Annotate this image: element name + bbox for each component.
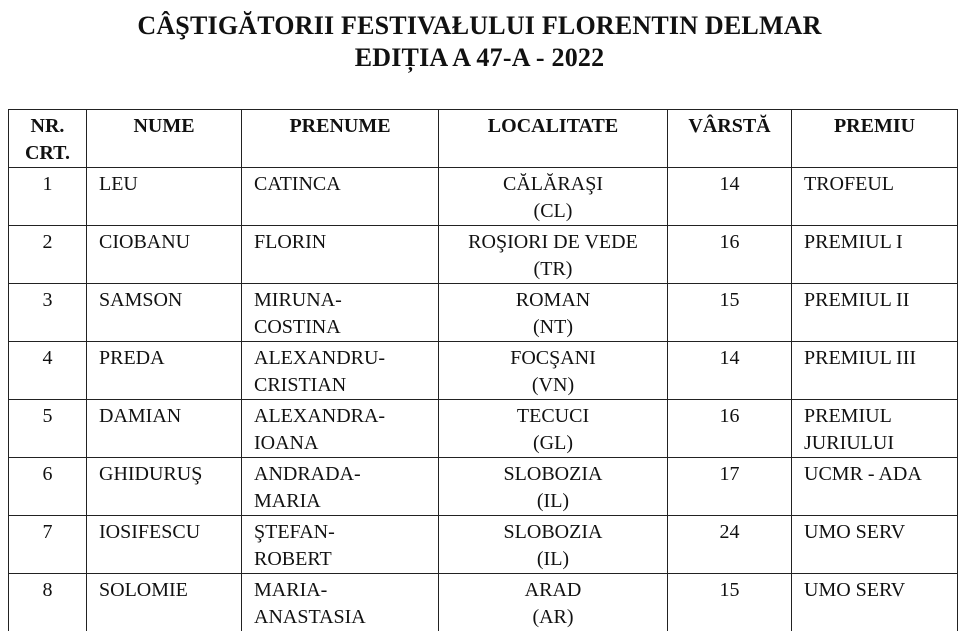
cell-text-nume: DAMIAN (99, 403, 241, 430)
cell-nr (9, 574, 87, 631)
table-row (9, 342, 958, 400)
cell-text-premiu1: PREMIUL (804, 403, 957, 430)
cell-text-prenume1: ALEXANDRA- (254, 403, 438, 430)
cell-nume (87, 342, 242, 400)
cell-premiu (792, 458, 958, 516)
cell-varsta (668, 284, 792, 342)
cell-prenume (242, 516, 439, 574)
cell-text-loc2: (VN) (439, 372, 667, 399)
cell-nr (9, 168, 87, 226)
cell-prenume (242, 342, 439, 400)
cell-prenume (242, 458, 439, 516)
cell-text-prenume2: COSTINA (254, 314, 438, 341)
cell-text-premiu1: UCMR - ADA (804, 461, 957, 488)
cell-text-loc2: (GL) (439, 430, 667, 457)
cell-text-premiu1: PREMIUL II (804, 287, 957, 314)
cell-nr (9, 458, 87, 516)
cell-prenume (242, 284, 439, 342)
cell-text-loc1: ARAD (439, 577, 667, 604)
cell-varsta (668, 574, 792, 631)
cell-text-nr: 8 (9, 577, 86, 604)
cell-nr (9, 342, 87, 400)
cell-nr (9, 284, 87, 342)
cell-text-nume: IOSIFESCU (99, 519, 241, 546)
header-prenume: PRENUME (242, 110, 439, 168)
cell-localitate (439, 168, 668, 226)
cell-text-premiu1: UMO SERV (804, 577, 957, 604)
cell-text-loc1: CĂLĂRAŞI (439, 171, 667, 198)
cell-text-prenume1: CATINCA (254, 171, 438, 198)
cell-text-varsta: 24 (668, 519, 791, 546)
cell-text-loc1: SLOBOZIA (439, 519, 667, 546)
cell-text-nr: 7 (9, 519, 86, 546)
table-row (9, 574, 958, 631)
cell-text-nr: 1 (9, 171, 86, 198)
cell-text-premiu1: TROFEUL (804, 171, 957, 198)
cell-text-varsta: 15 (668, 287, 791, 314)
title-line-2: EDIȚIA A 47-A - 2022 (0, 42, 959, 74)
cell-varsta (668, 516, 792, 574)
cell-prenume (242, 226, 439, 284)
cell-text-prenume2: ANASTASIA (254, 604, 438, 631)
cell-nume (87, 226, 242, 284)
document-title (0, 10, 959, 74)
header-nume: NUME (87, 110, 242, 168)
cell-text-premiu1: UMO SERV (804, 519, 957, 546)
cell-nume (87, 284, 242, 342)
cell-text-prenume1: ŞTEFAN- (254, 519, 438, 546)
cell-nume (87, 458, 242, 516)
table-row (9, 458, 958, 516)
cell-text-prenume1: ALEXANDRU- (254, 345, 438, 372)
header-nr-crt: NR. CRT. (9, 110, 87, 168)
cell-localitate (439, 516, 668, 574)
cell-text-nr: 6 (9, 461, 86, 488)
cell-text-prenume2: IOANA (254, 430, 438, 457)
cell-nume (87, 574, 242, 631)
cell-nr (9, 516, 87, 574)
cell-nume (87, 516, 242, 574)
cell-text-loc1: ROMAN (439, 287, 667, 314)
cell-premiu (792, 400, 958, 458)
cell-text-varsta: 14 (668, 171, 791, 198)
cell-text-loc2: (IL) (439, 546, 667, 573)
cell-premiu (792, 168, 958, 226)
cell-text-nume: CIOBANU (99, 229, 241, 256)
cell-text-varsta: 14 (668, 345, 791, 372)
cell-text-varsta: 16 (668, 403, 791, 430)
cell-text-loc2: (TR) (439, 256, 667, 283)
cell-text-nume: LEU (99, 171, 241, 198)
cell-text-varsta: 17 (668, 461, 791, 488)
cell-text-premiu1: PREMIUL III (804, 345, 957, 372)
header-premiu: PREMIU (792, 110, 958, 168)
cell-text-prenume1: MARIA- (254, 577, 438, 604)
cell-premiu (792, 284, 958, 342)
title-line-1: CÂŞTIGĂTORII FESTIVAŁULUI FLORENTIN DELMAR (0, 10, 959, 42)
cell-localitate (439, 226, 668, 284)
cell-text-loc1: SLOBOZIA (439, 461, 667, 488)
cell-text-prenume1: FLORIN (254, 229, 438, 256)
cell-text-loc1: ROŞIORI DE VEDE (439, 229, 667, 256)
table-row (9, 226, 958, 284)
cell-prenume (242, 400, 439, 458)
cell-prenume (242, 574, 439, 631)
cell-text-prenume1: MIRUNA- (254, 287, 438, 314)
cell-text-nume: GHIDURUŞ (99, 461, 241, 488)
cell-text-premiu1: PREMIUL I (804, 229, 957, 256)
cell-nr (9, 226, 87, 284)
cell-varsta (668, 226, 792, 284)
cell-text-prenume1: ANDRADA- (254, 461, 438, 488)
table-row (9, 168, 958, 226)
cell-text-nr: 3 (9, 287, 86, 314)
cell-premiu (792, 342, 958, 400)
table-header-row (9, 110, 958, 168)
cell-text-nume: SOLOMIE (99, 577, 241, 604)
cell-text-nume: PREDA (99, 345, 241, 372)
cell-prenume (242, 168, 439, 226)
cell-localitate (439, 342, 668, 400)
cell-text-loc2: (AR) (439, 604, 667, 631)
cell-text-loc2: (IL) (439, 488, 667, 515)
cell-text-loc2: (CL) (439, 198, 667, 225)
header-varsta: VÂRSTĂ (668, 110, 792, 168)
header-localitate: LOCALITATE (439, 110, 668, 168)
cell-localitate (439, 284, 668, 342)
cell-text-varsta: 16 (668, 229, 791, 256)
cell-premiu (792, 516, 958, 574)
cell-text-prenume2: MARIA (254, 488, 438, 515)
cell-nume (87, 168, 242, 226)
cell-text-loc2: (NT) (439, 314, 667, 341)
table-row (9, 400, 958, 458)
cell-localitate (439, 400, 668, 458)
cell-premiu (792, 574, 958, 631)
cell-text-premiu2: JURIULUI (804, 430, 957, 457)
cell-text-prenume2: CRISTIAN (254, 372, 438, 399)
cell-text-nr: 4 (9, 345, 86, 372)
cell-varsta (668, 168, 792, 226)
cell-varsta (668, 400, 792, 458)
cell-text-nume: SAMSON (99, 287, 241, 314)
cell-text-varsta: 15 (668, 577, 791, 604)
table-row (9, 284, 958, 342)
cell-text-nr: 5 (9, 403, 86, 430)
cell-localitate (439, 458, 668, 516)
cell-varsta (668, 342, 792, 400)
cell-varsta (668, 458, 792, 516)
cell-nr (9, 400, 87, 458)
cell-premiu (792, 226, 958, 284)
table-row (9, 516, 958, 574)
cell-text-loc1: FOCŞANI (439, 345, 667, 372)
cell-nume (87, 400, 242, 458)
winners-table (8, 109, 958, 631)
cell-text-loc1: TECUCI (439, 403, 667, 430)
cell-localitate (439, 574, 668, 631)
cell-text-nr: 2 (9, 229, 86, 256)
cell-text-prenume2: ROBERT (254, 546, 438, 573)
